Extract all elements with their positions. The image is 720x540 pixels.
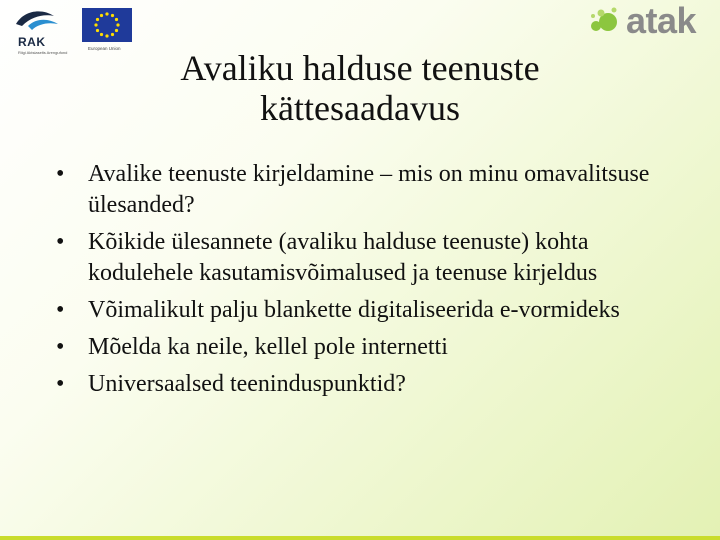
bullet-text: Mõelda ka neile, kellel pole internetti <box>88 334 448 360</box>
bullet-list <box>56 159 676 406</box>
bullet-item <box>56 295 676 326</box>
atak-dots-icon <box>588 4 624 40</box>
bullet-text: Universaalsed teeninduspunktid? <box>88 371 406 397</box>
atak-logo <box>588 0 708 44</box>
rak-bird-icon <box>14 6 74 36</box>
bullet-dot-icon: • <box>56 229 65 255</box>
eu-logo-subtitle: European Union <box>88 46 121 51</box>
bullet-item <box>56 227 676 289</box>
bottom-accent-bar <box>0 536 720 540</box>
rak-logo <box>14 6 74 56</box>
slide-title-line-2: kättesaadavus <box>260 88 460 128</box>
eu-flag-icon <box>82 8 132 42</box>
bullet-dot-icon: • <box>56 334 65 360</box>
bullet-dot-icon: • <box>56 161 65 187</box>
atak-logo-text: atak <box>626 0 697 41</box>
bullet-item <box>56 159 676 221</box>
rak-logo-subtitle: Riigi Aktsiaselts Arengufond <box>18 50 68 55</box>
bullet-text: Võimalikult palju blankette digitaliseerida e-vormideks <box>88 297 620 323</box>
bullet-item <box>56 369 676 400</box>
slide-title <box>110 48 610 128</box>
bullet-text: Kõikide ülesannete (avaliku halduse teenuste) kohta kodulehele kasutamisvõimalused ja teenuse kirjeldus <box>88 229 598 286</box>
bullet-dot-icon: • <box>56 371 65 397</box>
bullet-item <box>56 332 676 363</box>
bullet-text: Avalike teenuste kirjeldamine – mis on minu omavalitsuse ülesanded? <box>88 161 650 218</box>
slide-title-line-1: Avaliku halduse teenuste <box>180 48 540 88</box>
bullet-dot-icon: • <box>56 297 65 323</box>
rak-logo-text: RAK <box>18 35 46 49</box>
